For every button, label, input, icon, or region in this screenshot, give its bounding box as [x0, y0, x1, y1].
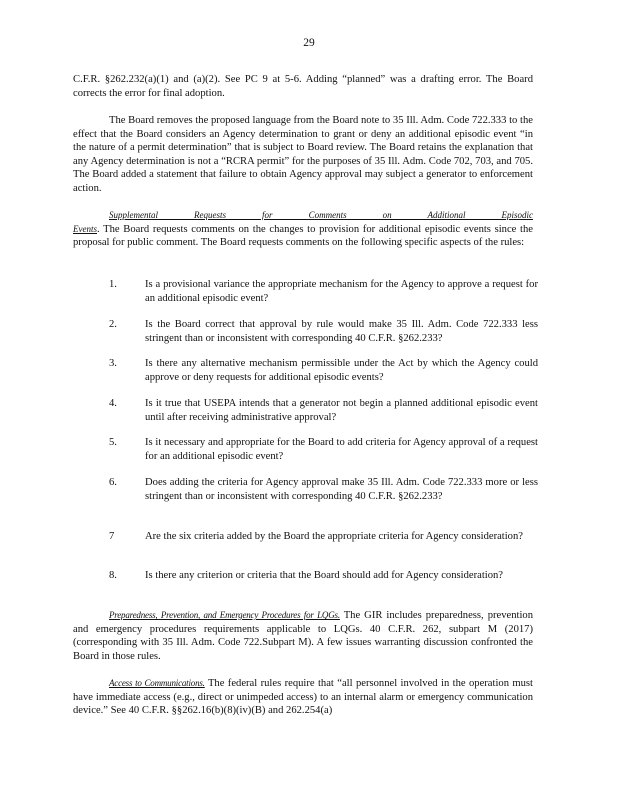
access-communications-body: The federal rules require that “all personnel involved in the operation must have immediate access (e.g., direct or unimpeded access) to an internal alarm or emergency communication device.” See 40 C.F.R. §§262.16(b)(8)(iv)(B) and 262.254(a) [73, 678, 533, 717]
question-text: Is a provisional variance the appropriate mechanism for the Agency to approve a request for an additional episodic event? [145, 279, 538, 304]
question-number: 3. [109, 358, 117, 369]
page-number: 29 [303, 37, 315, 49]
preparedness-heading: Preparedness, Prevention, and Emergency Procedures for LQGs. [109, 610, 340, 620]
preparedness-body: The GIR includes preparedness, prevention and emergency procedures requirements applicable to LQGs. 40 C.F.R. 262, subpart M (2017) (corresponding with 35 Ill. Adm. Code 722.Subpart M). A few issues warranting discussion confronted the Board in those rules. [73, 610, 533, 662]
question-text: Is it true that USEPA intends that a generator not begin a planned additional episodic event until after receiving administrative approval? [145, 398, 538, 423]
question-number: 2. [109, 319, 117, 330]
paragraph-drafting-error: C.F.R. §262.232(a)(1) and (a)(2). See PC 9 at 5-6. Adding “planned” was a drafting error. The Board corrects the error for final adoption. [73, 74, 533, 99]
question-number: 7 [109, 531, 115, 542]
paragraph-board-note: The Board removes the proposed language from the Board note to 35 Ill. Adm. Code 722.333 to the effect that the Board considers an Agency determination to grant or deny an additional episodic event “in the nature of a permit determination” that is subject to Board review. The Board retains the explanation that any Agency determination is not a “RCRA permit” for the purposes of 35 Ill. Adm. Code 702, 703, and 705. The Board added a statement that failure to obtain Agency approval may subject a generator to enforcement action. [73, 115, 533, 194]
supplemental-requests-heading: Supplemental Requests for Comments on Additional Episodic Events [73, 210, 533, 234]
question-text: Are the six criteria added by the Board the appropriate criteria for Agency consideration? [145, 531, 523, 542]
paragraph-access-communications [73, 677, 533, 718]
question-text: Is the Board correct that approval by rule would make 35 Ill. Adm. Code 722.333 less stringent than or inconsistent with corresponding 40 C.F.R. §262.233? [145, 319, 538, 344]
question-number: 8. [109, 570, 117, 581]
question-number: 5. [109, 437, 117, 448]
question-text: Is it necessary and appropriate for the Board to add criteria for Agency approval of a request for an additional episodic event? [145, 437, 538, 462]
access-communications-heading: Access to Communications. [109, 678, 205, 688]
question-number: 1. [109, 279, 117, 290]
question-text: Is there any alternative mechanism permissible under the Act by which the Agency could approve or deny requests for additional episodic events? [145, 358, 538, 383]
question-number: 4. [109, 398, 117, 409]
paragraph-preparedness [73, 609, 533, 663]
paragraph-supplemental-requests [73, 209, 533, 250]
question-text: Does adding the criteria for Agency approval make 35 Ill. Adm. Code 722.333 more or less stringent than or inconsistent with corresponding 40 C.F.R. §262.233? [145, 477, 538, 502]
supplemental-requests-body: . The Board requests comments on the changes to provision for additional episodic events since the proposal for public comment. The Board requests comments on the following specific aspects of the rules: [73, 223, 533, 249]
question-text: Is there any criterion or criteria that the Board should add for Agency consideration? [145, 570, 503, 581]
question-number: 6. [109, 477, 117, 488]
